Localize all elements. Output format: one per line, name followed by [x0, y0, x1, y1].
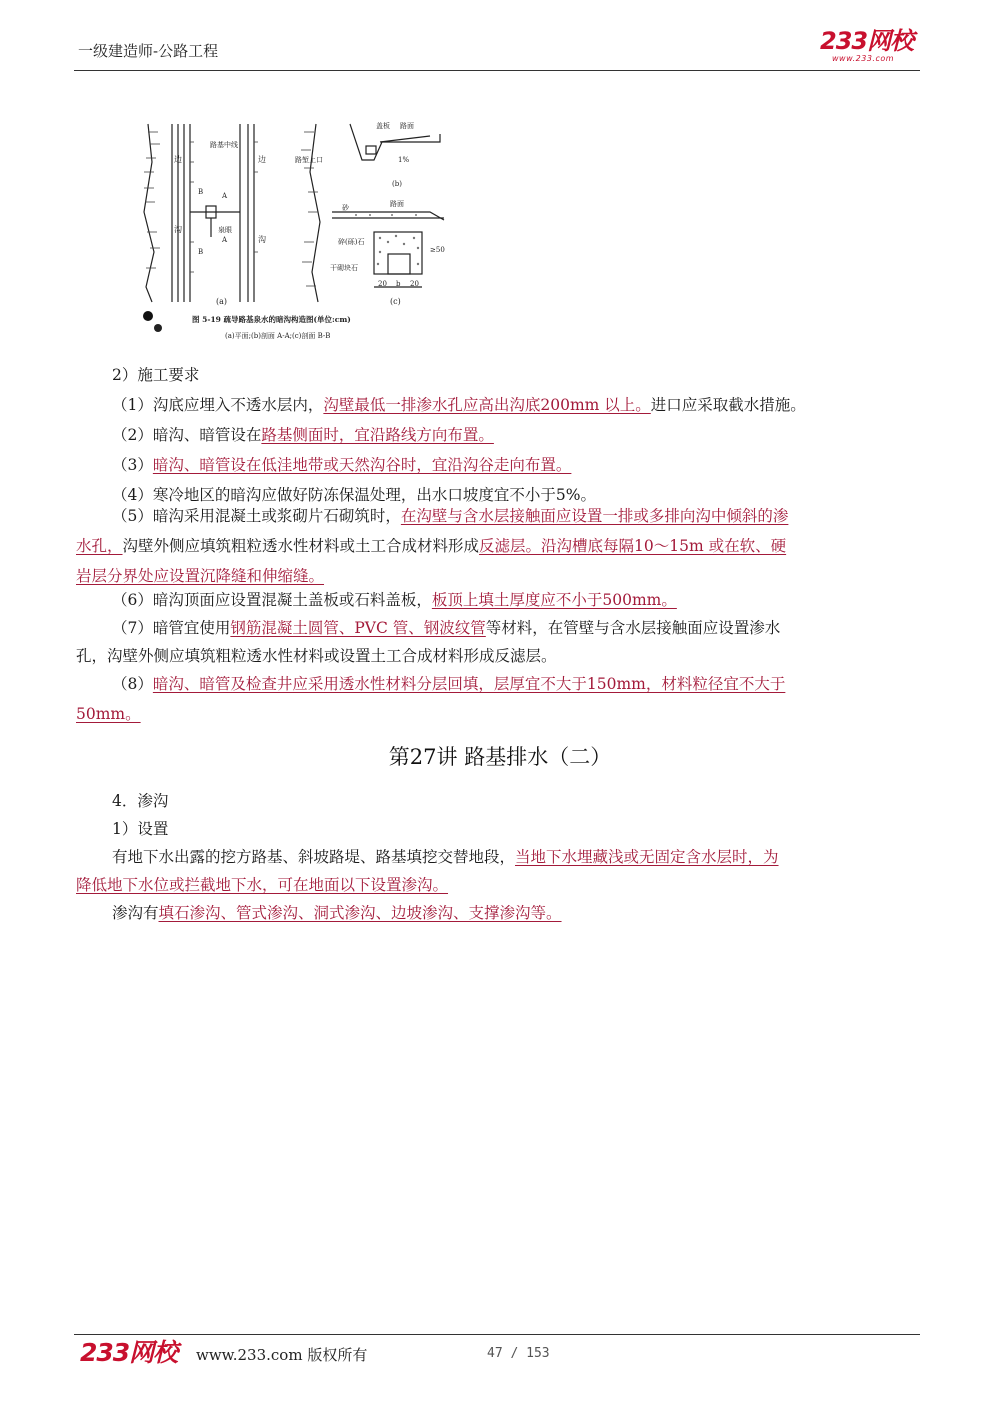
item-1-text: （1）沟底应埋入不透水层内，	[112, 396, 324, 414]
label-slope: 1%	[398, 156, 410, 164]
figure-caption: 图 5-19 疏导路基泉水的暗沟构造图(单位:cm)	[192, 315, 351, 324]
label-bian-2: 边	[258, 155, 266, 164]
label-dim-50: ≥50	[430, 246, 445, 254]
item-5-highlight-3: 反滤层。沿沟槽底每隔10～15m 或在软、硬	[479, 537, 787, 555]
label-c: (c)	[390, 297, 401, 306]
item-6-highlight: 板顶上填土厚度应不小于500mm。	[431, 591, 677, 609]
item-8-line-2	[76, 703, 141, 725]
paragraph-1-line-1	[112, 846, 779, 868]
label-spring: 泉眼	[218, 226, 232, 234]
label-dim-20b: 20	[410, 280, 419, 288]
paragraph-1-highlight: 当地下水埋藏浅或无固定含水层时，为	[515, 848, 779, 866]
item-2-text: （2）暗沟、暗管设在	[112, 426, 262, 444]
section-seepage-ditch: 4．渗沟	[112, 792, 169, 810]
paragraph-1-text: 有地下水出露的挖方路基、斜坡路堤、路基填挖交替地段，	[112, 848, 516, 866]
section-construction-requirements: 2）施工要求	[112, 366, 200, 384]
drainage-structure-figure	[130, 102, 485, 350]
header-title: 一级建造师-公路工程	[78, 42, 219, 60]
item-7-highlight: 钢筋混凝土圆管、PVC 管、钢波纹管	[230, 619, 486, 637]
paragraph-2	[112, 902, 562, 924]
label-a: (a)	[216, 297, 228, 306]
item-5-highlight-2: 水孔，	[76, 537, 123, 555]
item-2	[112, 424, 494, 446]
label-A-2: A	[222, 236, 228, 244]
item-8-text: （8）	[112, 675, 153, 693]
item-3-text: （3）	[112, 456, 153, 474]
label-B-2: B	[198, 248, 204, 256]
item-5-line-3	[76, 565, 324, 587]
label-sand: 砂	[342, 204, 349, 212]
item-8-highlight-2: 50mm。	[76, 705, 141, 723]
lecture-heading: 第27讲 路基排水（二）	[388, 745, 612, 769]
item-2-highlight: 路基侧面时，宜沿路线方向布置。	[261, 426, 494, 444]
header-divider	[74, 70, 920, 71]
figure-background	[130, 102, 485, 350]
item-5-highlight: 在沟壁与含水层接触面应设置一排或多排向沟中倾斜的渗	[400, 507, 789, 525]
label-dry-stone: 干砌块石	[330, 264, 358, 272]
paragraph-1-line-2	[76, 874, 448, 896]
item-1-highlight: 沟壁最低一排渗水孔应高出沟底200mm 以上。	[323, 396, 651, 414]
label-dim-b: b	[396, 280, 401, 288]
item-7-text: （7）暗管宜使用	[112, 619, 231, 637]
item-1	[112, 394, 806, 416]
brand-logo[interactable]: 233网校	[820, 27, 914, 55]
paragraph-2-text: 渗沟有	[112, 904, 159, 922]
footer-brand-logo[interactable]: 233网校	[80, 1338, 178, 1367]
label-gou: 沟	[174, 225, 182, 234]
item-7-line-2: 孔，沟壁外侧应填筑粗粒透水性材料或设置土工合成材料形成反滤层。	[76, 647, 557, 665]
label-road: 路面	[400, 122, 414, 130]
footer-divider	[74, 1334, 920, 1335]
label-bian: 边	[174, 155, 182, 164]
footer-copyright: www.233.com 版权所有	[196, 1346, 368, 1364]
label-B: B	[198, 188, 204, 196]
item-6	[112, 589, 677, 611]
item-8-highlight: 暗沟、暗管及检查井应采用透水性材料分层回填，层厚宜不大于150mm，材料粒径宜不大于	[152, 675, 786, 693]
paragraph-2-highlight: 填石渗沟、管式渗沟、洞式渗沟、边坡渗沟、支撑渗沟等。	[158, 904, 562, 922]
label-road-centerline: 路基中线	[210, 141, 238, 149]
item-8-line-1	[112, 673, 785, 695]
item-6-text: （6）暗沟顶面应设置混凝土盖板或石料盖板，	[112, 591, 432, 609]
label-gravel: 碎(砾)石	[338, 238, 365, 246]
item-3	[112, 454, 571, 476]
label-gou-2: 沟	[258, 235, 266, 244]
brand-logo-url: www.233.com	[832, 54, 895, 63]
item-7-text-2: 等材料，在管壁与含水层接触面应设置渗水	[485, 619, 781, 637]
item-5-line-1	[112, 505, 788, 527]
item-3-highlight: 暗沟、暗管设在低洼地带或天然沟谷时，宜沿沟谷走向布置。	[152, 456, 572, 474]
item-5-line-2	[76, 535, 786, 557]
label-cut-top: 路堑上口	[295, 156, 323, 164]
label-road-2: 路面	[390, 200, 404, 208]
item-5-text-2: 沟壁外侧应填筑粗粒透水性材料或土工合成材料形成	[122, 537, 480, 555]
subsection-setup: 1）设置	[112, 820, 169, 838]
page-number: 47 / 153	[487, 1346, 550, 1361]
label-A: A	[222, 192, 228, 200]
paragraph-1-highlight-2: 降低地下水位或拦截地下水，可在地面以下设置渗沟。	[76, 876, 449, 894]
figure-subcaption: (a)平面;(b)剖面 A-A;(c)剖面 B-B	[225, 332, 331, 340]
label-dim-20a: 20	[378, 280, 387, 288]
label-b: (b)	[392, 180, 402, 188]
item-5-text: （5）暗沟采用混凝土或浆砌片石砌筑时，	[112, 507, 401, 525]
item-7-line-1	[112, 617, 780, 639]
item-1-text-end: 进口应采取截水措施。	[650, 396, 806, 414]
label-cover: 盖板	[376, 122, 390, 130]
item-4: （4）寒冷地区的暗沟应做好防冻保温处理，出水口坡度宜不小于5%。	[112, 486, 596, 504]
item-5-highlight-4: 岩层分界处应设置沉降缝和伸缩缝。	[76, 567, 325, 585]
